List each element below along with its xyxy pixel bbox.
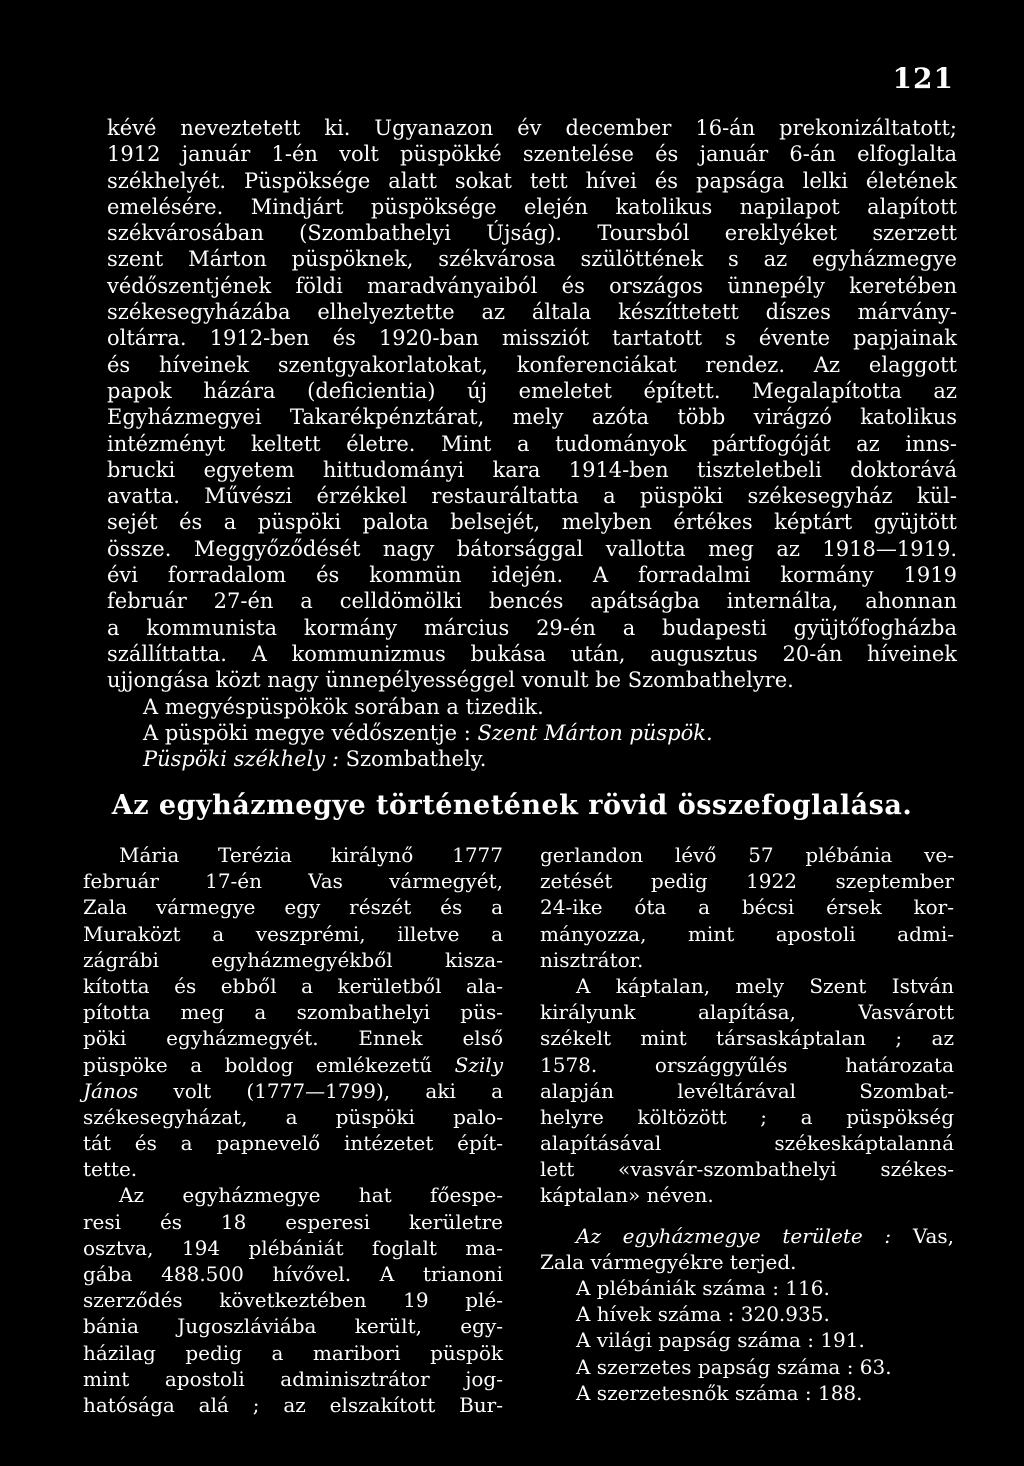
text-line: zágrábi egyházmegyékből kisza- <box>83 947 503 972</box>
fact-seat <box>107 746 957 772</box>
text-line: házilag pedig a maribori püspök <box>83 1340 503 1365</box>
text-line: 1912 január 1-én volt püspökké szentelése és január 6-án elfoglalta <box>107 142 957 167</box>
text-line: alapján levéltárával Szombat- <box>540 1078 954 1103</box>
text-line: szerződés következtében 19 plé- <box>83 1288 503 1313</box>
text-line: Egyházmegyei Takarékpénztárat, mely azóta több virágzó katolikus <box>107 405 957 430</box>
text-line: székhelyét. Püspöksége alatt sokat tett hívei és papsága lelki életének <box>107 168 957 193</box>
text-line: kévé neveztetett ki. Ugyanazon év december 16-án prekonizáltatott; <box>107 116 957 140</box>
fact-seat-label: Püspöki székhely : <box>143 747 339 772</box>
text-line: február 17-én Vas vármegyét, <box>83 869 503 894</box>
text-line: ujjongása közt nagy ünnepélyességgel vonult be Szombathelyre. <box>107 668 794 693</box>
text-line: nisztrátor. <box>540 947 644 972</box>
text-line: gába 488.500 hívővel. A trianoni <box>83 1262 503 1286</box>
text-segment: volt (1777—1799), aki a <box>173 1078 504 1103</box>
text-line: Muraközt a veszprémi, illetve a <box>83 921 503 946</box>
text-line: emelésére. Mindjárt püspöksége elején katolikus napilapot alapított <box>107 194 957 219</box>
text-line: össze. Meggyőződését nagy bátorsággal vallotta meg az 1918—1919. <box>107 536 957 561</box>
right-column <box>540 842 954 1406</box>
text-line: gerlandon lévő 57 plébánia ve- <box>540 843 954 867</box>
stat-secular-clergy: A világi papság száma : 191. <box>576 1328 865 1353</box>
name-szily: Szily <box>454 1052 503 1077</box>
text-line: védőszentjének földi maradványaiból és országos ünnepély keretében <box>107 273 957 298</box>
fact-patron-value: Szent Márton püspök. <box>477 720 713 745</box>
area-label: Az egyházmegye területe : <box>576 1223 892 1248</box>
spacer <box>540 1209 954 1223</box>
text-line: intézményt keltett életre. Mint a tudományok pártfogóját az inns- <box>107 431 957 456</box>
text-line: papok házára (deficientia) új emeletet épített. Megalapította az <box>107 378 957 403</box>
text-line: helyre költözött ; a püspökség <box>540 1104 954 1129</box>
text-line: és híveinek szentgyakorlatokat, konferenciákat rendez. Az elaggott <box>107 352 957 377</box>
text-line: 24-ike óta a bécsi érsek kor- <box>540 895 954 920</box>
text-line: a kommunista kormány március 29-én a budapesti gyüjtőfogházba <box>107 615 957 640</box>
area-value: Vas, <box>912 1223 954 1248</box>
stat-religious-clergy: A szerzetes papság száma : 63. <box>576 1354 892 1379</box>
text-segment: püspöke a boldog emlékezetű <box>83 1052 433 1077</box>
text-line: A káptalan, mely Szent István <box>576 973 954 998</box>
text-line: káptalan» néven. <box>540 1183 714 1208</box>
section-title: Az egyházmegye történetének rövid összefoglalása. <box>111 790 913 821</box>
fact-seat-value: Szombathely. <box>345 747 487 772</box>
text-line: zetését pedig 1922 szeptember <box>540 869 954 894</box>
text-line: avatta. Művészi érzékkel restauráltatta a püspöki székesegyház kül- <box>107 484 957 509</box>
text-line: resi és 18 esperesi kerületre <box>83 1209 503 1234</box>
text-line: február 27-én a celldömölki bencés apátságba internálta, ahonnan <box>107 589 957 614</box>
text-line: székesegyházába elhelyeztette az általa készíttetett díszes márvány- <box>107 300 957 325</box>
stat-nuns: A szerzetesnők száma : 188. <box>576 1380 863 1405</box>
text-line: bánia Jugoszláviába került, egy- <box>83 1314 503 1339</box>
text-line: 1578. országgyűlés határozata <box>540 1052 954 1077</box>
fact-patron-label: A püspöki megye védőszentje : <box>143 720 471 745</box>
stat-parishes: A plébániák száma : 116. <box>576 1276 830 1300</box>
text-line <box>83 1078 503 1104</box>
text-line: pította meg a szombathelyi püs- <box>83 1000 503 1025</box>
stat-faithful: A hívek száma : 320.935. <box>576 1302 830 1327</box>
text-line: kította és ebből a kerületből ala- <box>83 973 503 998</box>
text-line: Zala vármegye egy részét és a <box>83 895 503 920</box>
top-paragraph <box>107 115 957 772</box>
text-line: Az egyházmegye hat főespe- <box>119 1183 503 1208</box>
left-column <box>83 842 503 1418</box>
text-line: királyunk alapítása, Vasvárott <box>540 1000 954 1025</box>
fact-patron <box>107 720 957 746</box>
text-line: székelt mint társaskáptalan ; az <box>540 1026 954 1051</box>
text-line: mint apostoli adminisztrátor jog- <box>83 1366 503 1391</box>
text-line: hatósága alá ; az elszakított Bur- <box>83 1392 503 1417</box>
page-number: 121 <box>892 62 954 95</box>
text-line: Mária Terézia királynő 1777 <box>119 843 503 867</box>
text-line: szállíttatta. A kommunizmus bukása után, augusztus 20-án híveinek <box>107 641 957 666</box>
text-line: Zala vármegyékre terjed. <box>540 1249 797 1274</box>
text-line: sejét és a püspöki palota belsejét, melyben értékes képtárt gyüjtött <box>107 510 957 535</box>
text-line: évi forradalom és kommün idején. A forradalmi kormány 1919 <box>107 563 957 588</box>
area-line <box>540 1223 954 1249</box>
text-line: tát és a papnevelő intézetet épít- <box>83 1131 503 1156</box>
name-janos: János <box>83 1078 139 1103</box>
text-line <box>83 1052 503 1078</box>
text-line: székesegyházat, a püspöki palo- <box>83 1104 503 1129</box>
text-line: brucki egyetem hittudományi kara 1914-ben tiszteletbeli doktorává <box>107 457 957 482</box>
text-line: szent Márton püspöknek, székvárosa szülöttének s az egyházmegye <box>107 247 957 272</box>
text-line: alapításával székeskáptalanná <box>540 1131 954 1156</box>
text-line: osztva, 194 plébániát foglalt ma- <box>83 1235 503 1260</box>
text-line: pöki egyházmegyét. Ennek első <box>83 1026 503 1051</box>
text-line: oltárra. 1912-ben és 1920-ban missziót tartatott s évente papjainak <box>107 326 957 351</box>
text-line: tette. <box>83 1157 138 1182</box>
text-line: mányozza, mint apostoli admi- <box>540 921 954 946</box>
fact-rank: A megyéspüspökök sorában a tizedik. <box>143 694 544 719</box>
text-line: székvárosában (Szombathelyi Újság). Toursból ereklyéket szerzett <box>107 221 957 246</box>
text-line: lett «vasvár-szombathelyi székes- <box>540 1157 954 1182</box>
